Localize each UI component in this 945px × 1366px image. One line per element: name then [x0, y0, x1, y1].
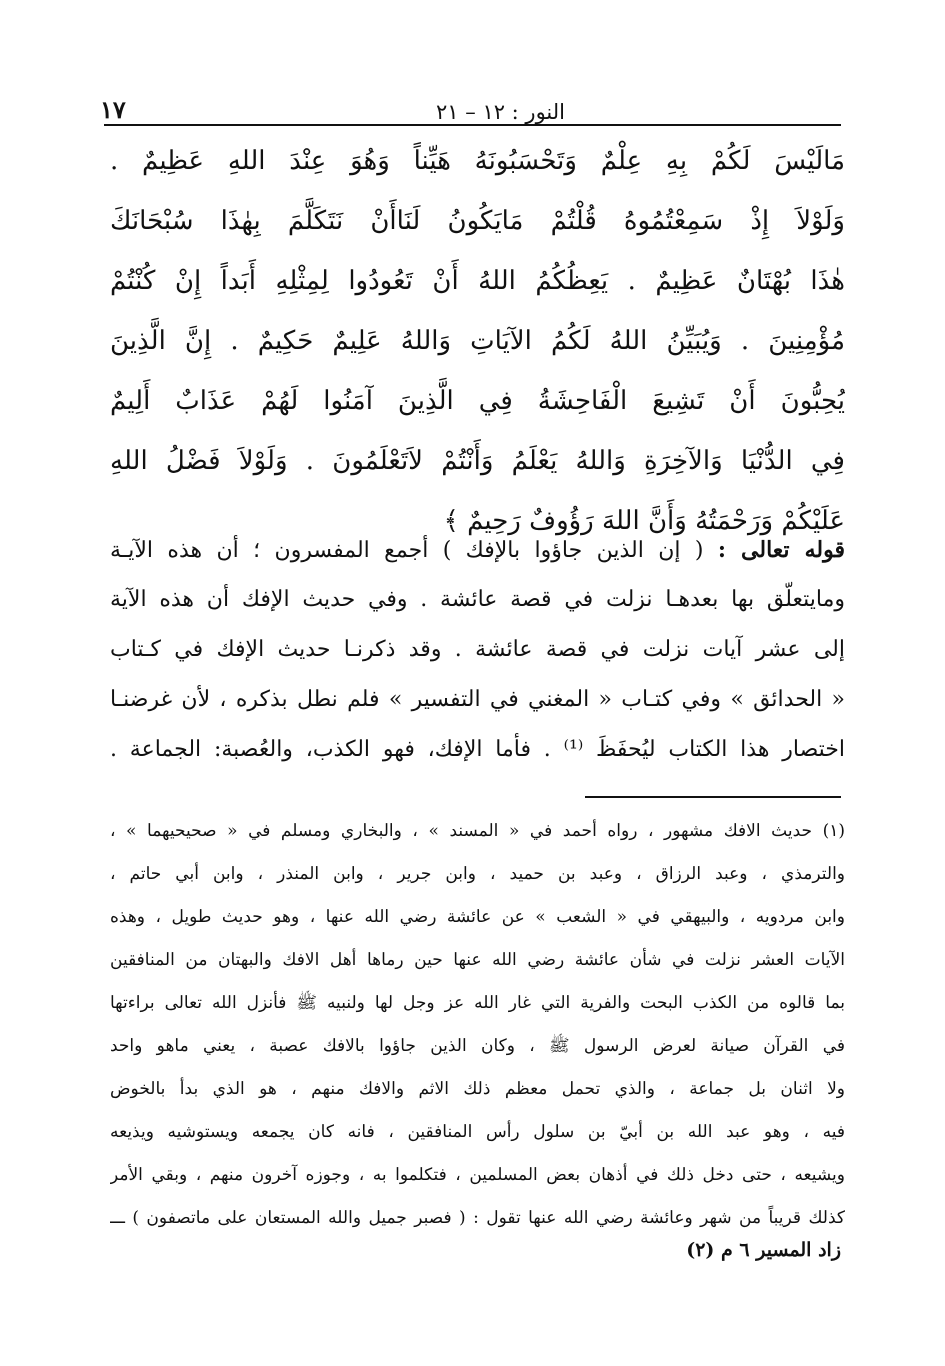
footnote-line: فيه ، وهو عبد الله بن أبيّ بن سلول رأس المنافقين ، فانه كان يجمعه ويستوشيه ويذيعه: [110, 1122, 845, 1142]
tafsir-line: « الحدائق » وفي كتـاب « المغني في التفسير » فلم نطل بذكره ، لأن غرضنـا: [110, 687, 845, 712]
footnote-line: الآيات العشر نزلت في شأن عائشة رضي الله عنها حين رماها أهل الافك والبهتان من المنافقين: [110, 950, 845, 970]
verse-line: يُحِبُّونَ أَنْ تَشِيعَ الْفَاحِشَةُ فِي الَّذِينَ آمَنُوا لَهُمْ عَذَابٌ أَلِيمٌ: [110, 386, 845, 416]
verse-line: وَلَوْلاَ إِذْ سَمِعْتُمُوهُ قُلْتُمْ مَايَكُونُ لَنَاأَنْ نَتَكَلَّمَ بِهٰذَا سُبْحَانَكَ: [110, 206, 845, 236]
quran-verses: [110, 136, 845, 556]
surah-reference: النور : ١٢ – ٢١: [436, 100, 565, 124]
footnote-line: بما قالوه من الكذب البحت والفرية التي غار الله عز وجل لها ولنبيه ﷺ فأنزل الله تعالى براءتها: [110, 993, 845, 1013]
tafsir-lead: قوله تعالى :: [717, 537, 845, 563]
tafsir-text: ( إن الذين جاؤوا بالإفك ) أجمع المفسرون ؛ أن هذه الآيـة: [110, 538, 704, 563]
tafsir-line: اختصار هذا الكتاب ليُحفَظَ ⁽¹⁾ . فأما الإفك، فهو الكذب، والعُصبة: الجماعة .: [110, 737, 845, 762]
page-header: [100, 88, 845, 124]
footnote-line: ويشيعه ، حتى دخل ذلك في أذهان بعض المسلمين ، فتكلموا به ، وجوزه آخرون منهم ، وبقي الأمر: [110, 1165, 845, 1185]
footnote-line: والترمذي ، وعبد الرزاق ، وعبد بن حميد ، وابن جرير ، وابن المنذر ، وابن أبي حاتم ،: [110, 864, 845, 884]
verse-line: فِي الدُّنْيَا وَالآخِرَةِ وَاللهُ يَعْلَمُ وَأَنْتُمْ لاَتَعْلَمُونَ . وَلَوْلاَ فَضْلُ اللهِ: [110, 446, 845, 476]
footnote-line: وابن مردويه ، والبيهقي في « الشعب » عن عائشة رضي الله عنها ، وهو حديث طويل ، وهذه: [110, 907, 845, 927]
tafsir-commentary: [110, 528, 845, 778]
footnote-line: كذلك قريباً من شهر وعائشة رضي الله عنها تقول : ( فصبر جميل والله المستعان على ماتصفون ) ـــ: [110, 1208, 845, 1228]
verse-line: هٰذَا بُهْتَانٌ عَظِيمٌ . يَعِظُكُمُ اللهُ أَنْ تَعُودُوا لِمِثْلِهِ أَبَداً إِنْ كُنْتُمْ: [110, 266, 845, 296]
header-rule: [104, 124, 841, 126]
tafsir-line: ومايتعلّق بها بعدهـا نزلت في قصة عائشة . وفي حديث الإفك أن هذه الآية: [110, 587, 845, 612]
footnote-line: في القرآن صيانة لعرض الرسول ﷺ ، وكان الذين جاؤوا بالافك عصبة ، يعني ماهو واحد: [110, 1036, 845, 1056]
footnote-rule: [585, 796, 841, 798]
footnote-line: (١) حديث الافك مشهور ، رواه أحمد في « المسند » ، والبخاري ومسلم في « صحيحيهما » ،: [110, 821, 845, 841]
verse-line: مُؤْمِنِينَ . وَيُبَيِّنُ اللهُ لَكُمُ الآيَاتِ وَاللهُ عَلِيمٌ حَكِيمٌ . إِنَّ الَّذِينَ: [110, 326, 845, 356]
tafsir-line: [110, 528, 845, 578]
printer-signature: زاد المسير ٦ م (٢): [686, 1239, 841, 1261]
verse-line: عَلَيْكُمْ وَرَحْمَتُهُ وَأَنَّ اللهَ رَؤُوفٌ رَحِيمٌ ﴾: [443, 506, 845, 536]
footnotes: [110, 812, 845, 1242]
tafsir-line: إلى عشر آيات نزلت في قصة عائشة . وقد ذكرنـا حديث الإفك في كـتاب: [110, 637, 845, 662]
footnote-line: ولا اثنان بل جماعة ، والذي تحمل معظم ذلك الاثم والافك منهم ، هو الذي بدأ بالخوض: [110, 1079, 845, 1099]
verse-line: مَالَيْسَ لَكُمْ بِهِ عِلْمٌ وَتَحْسَبُونَهُ هَيِّناً وَهُوَ عِنْدَ اللهِ عَظِيمٌ .: [110, 146, 845, 176]
page-number: ١٧: [100, 95, 126, 124]
